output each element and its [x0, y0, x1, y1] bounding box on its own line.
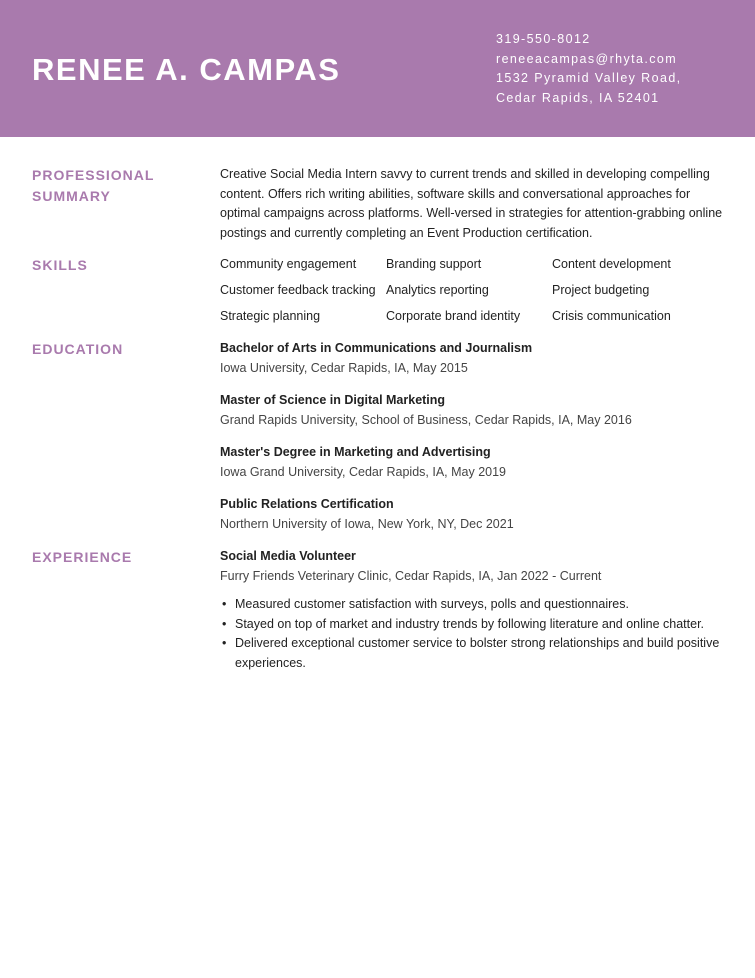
experience-list	[220, 547, 725, 673]
degree-details: Iowa University, Cedar Rapids, IA, May 2015	[220, 360, 468, 375]
education-entry	[220, 339, 725, 378]
section-title-experience: EXPERIENCE	[32, 549, 133, 565]
job-bullet: • Delivered exceptional customer service to bolster strong relationships and build positive experiences.	[220, 634, 725, 673]
degree-details: Iowa Grand University, Cedar Rapids, IA, May 2019	[220, 464, 507, 479]
skill-item: Project budgeting	[552, 283, 650, 297]
job-bullet: • Measured customer satisfaction with surveys, polls and questionnaires.	[220, 595, 725, 615]
phone-number: 319-550-8012	[496, 32, 591, 46]
skill-item: Strategic planning	[220, 309, 321, 323]
contact-info	[496, 30, 746, 108]
candidate-name: RENEE A. CAMPAS	[32, 52, 341, 87]
job-title: Social Media Volunteer	[220, 549, 356, 563]
section-title-skills: SKILLS	[32, 257, 88, 273]
job-bullets	[220, 595, 725, 673]
skill-item: Customer feedback tracking	[220, 283, 376, 297]
degree-details: Northern University of Iowa, New York, NY, Dec 2021	[220, 516, 514, 531]
skill-item: Branding support	[386, 257, 482, 271]
skill-item: Corporate brand identity	[386, 309, 521, 323]
email-address: reneeacampas@rhyta.com	[496, 51, 678, 66]
degree-title: Master's Degree in Marketing and Advertising	[220, 445, 491, 459]
skill-item: Content development	[552, 257, 671, 271]
section-title-summary	[32, 165, 202, 206]
education-entry	[220, 391, 725, 430]
education-entry	[220, 443, 725, 482]
job-bullet: • Stayed on top of market and industry trends by following literature and online chatter.	[220, 615, 725, 635]
education-list	[220, 339, 725, 547]
education-entry	[220, 495, 725, 534]
skill-item: Community engagement	[220, 257, 357, 271]
section-title-line: PROFESSIONAL	[32, 167, 155, 183]
address-line-2: Cedar Rapids, IA 52401	[496, 90, 660, 105]
summary-text: Creative Social Media Intern savvy to current trends and skilled in developing compelling content. Offers rich writing abilities, software skills and conversational approaches for optimal campaigns across platforms. Well-versed in strategies for attention-grabbing online postings and currently completing an Event Production certification.	[220, 167, 723, 240]
address-line-1: 1532 Pyramid Valley Road,	[496, 71, 682, 85]
section-title-education: EDUCATION	[32, 341, 124, 357]
experience-entry	[220, 547, 725, 673]
degree-details: Grand Rapids University, School of Business, Cedar Rapids, IA, May 2016	[220, 412, 632, 427]
resume-header	[0, 0, 755, 137]
skill-item: Analytics reporting	[386, 283, 489, 297]
degree-title: Bachelor of Arts in Communications and Journalism	[220, 341, 533, 355]
degree-title: Public Relations Certification	[220, 497, 394, 511]
degree-title: Master of Science in Digital Marketing	[220, 393, 446, 407]
job-details: Furry Friends Veterinary Clinic, Cedar Rapids, IA, Jan 2022 - Current	[220, 568, 602, 583]
skills-list	[220, 255, 725, 327]
section-title-line: SUMMARY	[32, 187, 111, 204]
skill-item: Crisis communication	[552, 309, 671, 323]
